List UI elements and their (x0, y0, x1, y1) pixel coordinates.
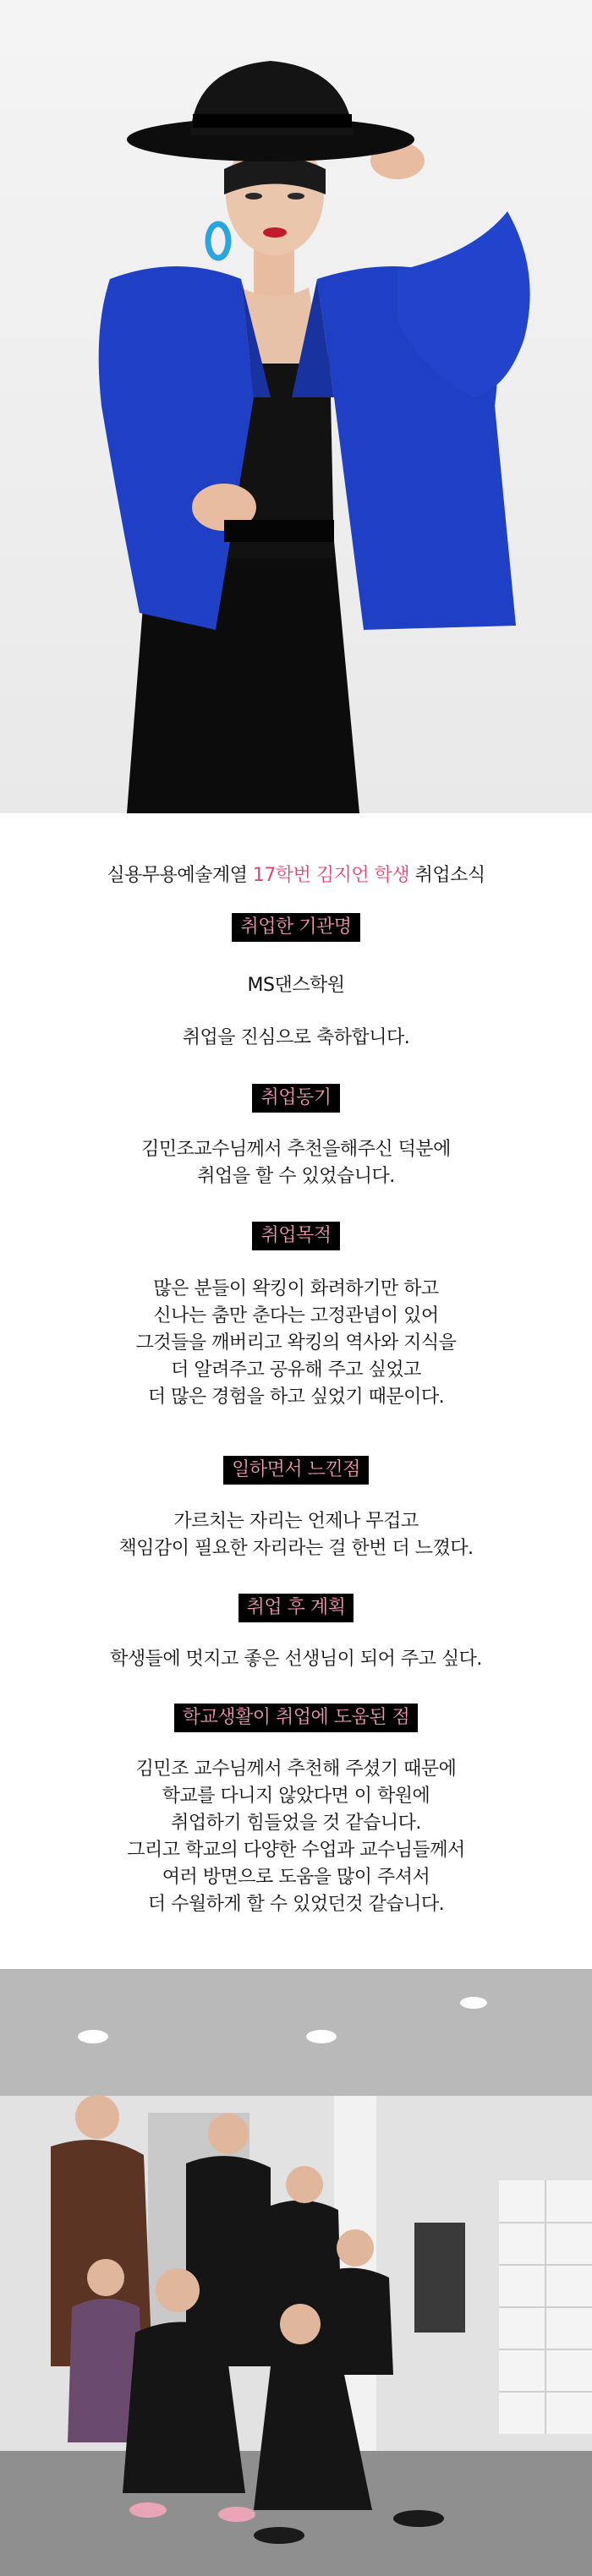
section-label: 취업동기 (252, 1084, 339, 1113)
section-plans (0, 1594, 592, 1673)
section-text: 김민조교수님께서 추천을해주신 덕분에 취업을 할 수 있었습니다. (141, 1139, 451, 1187)
section-motivation (0, 1084, 592, 1190)
group-photo (0, 1969, 592, 2576)
headline-suffix: 취업소식 (409, 865, 485, 886)
section-label: 학교생활이 취업에 도움된 점 (174, 1704, 419, 1732)
section-label: 취업 후 계획 (238, 1594, 354, 1622)
section-text: 김민조 교수님께서 추천해 주셨기 때문에 학교를 다니지 않았다면 이 학원에 취업하기 힘들었을 것 같습니다. 그리고 학교의 다양한 수업과 교수님들께서 여러 방면으로 도움을 많이 주셔서 더 수월하게 할 수 있었던것 같습니다. (127, 1758, 465, 1915)
section-school-help (0, 1704, 592, 1918)
section-purpose (0, 1222, 592, 1411)
section-text: 가르치는 자리는 언제나 무겁고 책임감이 필요한 자리라는 걸 한번 더 느꼈다. (118, 1511, 474, 1559)
section-text: 많은 분들이 왁킹이 화려하기만 하고 신나는 춤만 춘다는 고정관념이 있어 그것들을 깨버리고 왁킹의 역사와 지식을 더 알려주고 공유해 주고 싶었고 더 많은 경험을 하고 싶었기 때문이다. (135, 1278, 457, 1408)
portrait-illustration (0, 0, 592, 813)
section-label: 취업목적 (252, 1222, 339, 1250)
section-text: 학생들에 멋지고 좋은 선생님이 되어 주고 싶다. (110, 1649, 482, 1670)
section-employer (0, 913, 592, 1052)
article (0, 813, 592, 1969)
section-text: MS댄스학원 (247, 975, 345, 996)
headline-highlight: 17학번 김지언 학생 (252, 865, 410, 886)
headline (0, 861, 592, 887)
section-impressions (0, 1456, 592, 1562)
section-label: 취업한 기관명 (232, 913, 359, 942)
section-label: 일하면서 느낀점 (223, 1456, 369, 1485)
hero-portrait-photo (0, 0, 592, 813)
section-text: 취업을 진심으로 축하합니다. (182, 1027, 410, 1048)
group-illustration (0, 1969, 592, 2576)
headline-prefix: 실용무용예술계열 (107, 865, 253, 886)
